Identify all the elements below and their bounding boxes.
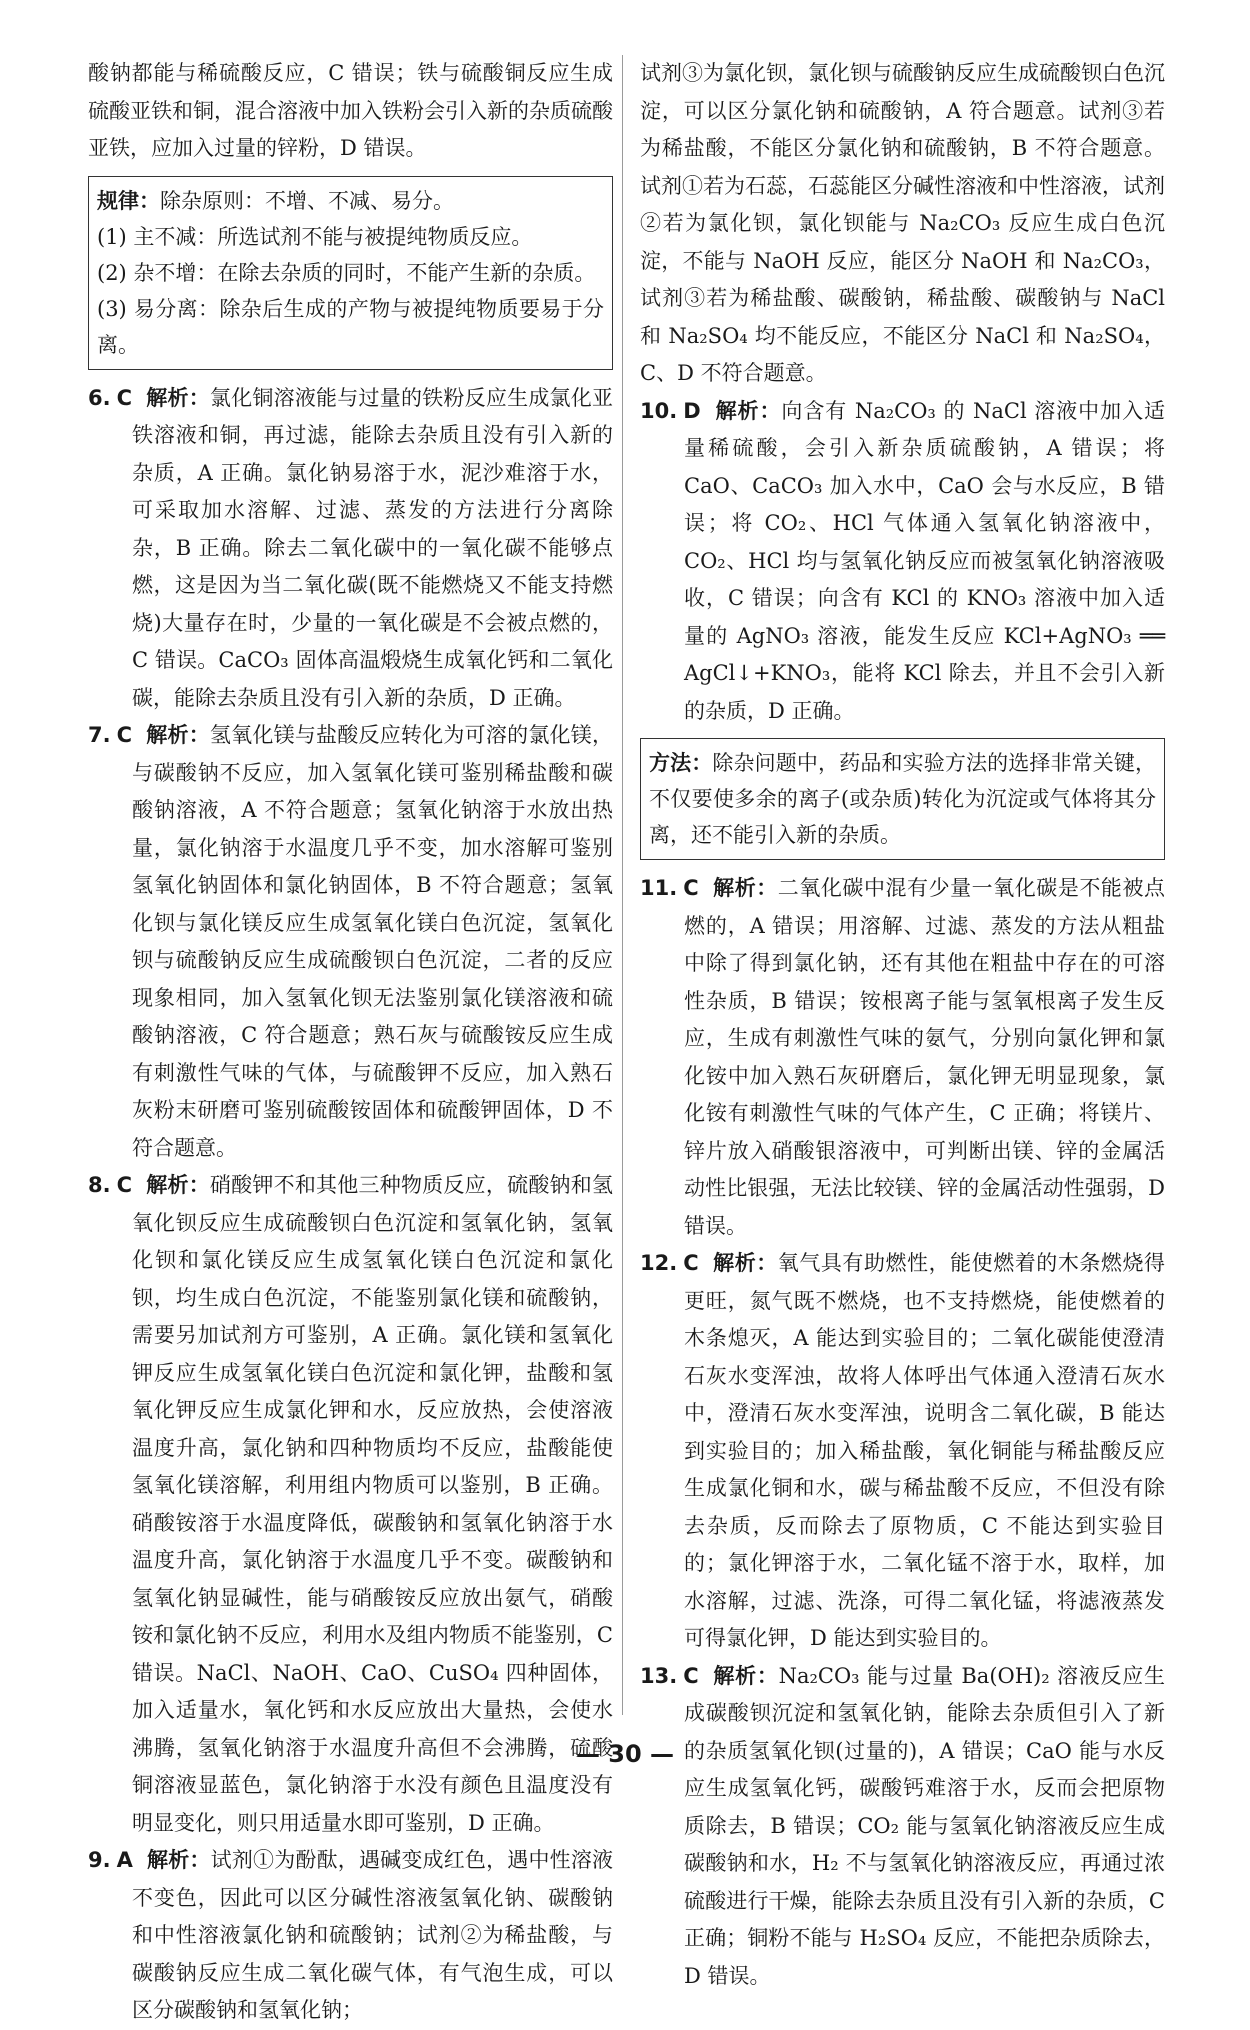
answer-letter: D	[683, 398, 701, 423]
method-title: 方法：	[649, 751, 713, 775]
rule-line-2: (1) 主不减：所选试剂不能与被提纯物质反应。	[97, 224, 533, 249]
method-text: 方法：除杂问题中，药品和实验方法的选择非常关键，不仅要使多余的离子(或杂质)转化为沉淀或气体将其分离，还不能引入新的杂质。	[649, 751, 1157, 847]
explanation-text: 氢氧化镁与盐酸反应转化为可溶的氯化镁，与碳酸钠不反应，加入氢氧化镁可鉴别稀盐酸和碳酸钠溶液，A 不符合题意；氢氧化钠溶于水放出热量，氯化钠溶于水温度几乎不变，加水溶解可鉴别氢氧化钠固体和氯化钠固体，B 不符合题意；氢氧化钡与氯化镁反应生成氢氧化镁白色沉淀，氢氧化钡与硫酸钠反应生成硫酸钡白色沉淀，二者的反应现象相同，加入氢氧化钡无法鉴别氯化镁溶液和硫酸钠溶液，C 符合题意；熟石灰与硫酸铵反应生成有刺激性气味的气体，与硫酸钾不反应，加入熟石灰粉末研磨可鉴别硫酸铵固体和硫酸钾固体，D 不符合题意。	[132, 723, 613, 1160]
explanation-text: 试剂①为酚酞，遇碱变成红色，遇中性溶液不变色，因此可以区分碱性溶液氢氧化钠、碳酸钠和中性溶液氯化钠和硫酸钠；试剂②为稀盐酸，与碳酸钠反应生成二氧化碳气体，有气泡生成，可以区分碳酸钠和氢氧化钠；	[132, 1848, 614, 2022]
column-divider	[622, 55, 623, 1715]
answer-letter: C	[683, 1251, 699, 1275]
answer-letter: C	[116, 723, 133, 747]
answer-letter: C	[683, 1663, 699, 1688]
explanation-text: 氯化铜溶液能与过量的铁粉反应生成氯化亚铁溶液和铜，再过滤，能除去杂质且没有引入新的杂质，A 正确。氯化钠易溶于水，泥沙难溶于水，可采取加水溶解、过滤、蒸发的方法进行分离除杂，B 正确。除去二氧化碳中的一氧化碳不能够点燃，这是因为当二氧化碳(既不能燃烧又不能支持燃烧)大量存在时，少量的一氧化碳是不会被点燃的，C 错误。CaCO₃ 固体高温煅烧生成氧化钙和二氧化碳，能除去杂质且没有引入新的杂质，D 正确。	[132, 385, 613, 710]
left-column	[88, 55, 613, 2030]
rule-line-3: (2) 杂不增：在除去杂质的同时，不能产生新的杂质。	[97, 260, 596, 285]
rule-title: 规律：	[97, 188, 160, 213]
question-13: 13. C 解析：Na₂CO₃ 能与过量 Ba(OH)₂ 溶液反应生成碳酸钡沉淀和氢氧化钠，能除去杂质但引入了新的杂质氢氧化钡(过量的)，A 错误；CaO 能与水反应生成氢氧化钙，碳酸钙难溶于水，反而会把原物质除去，B 错误；CO₂ 能与氢氧化钠溶液反应生成碳酸钠和水，H₂ 不与氢氧化钠溶液反应，再通过浓硫酸进行干燥，能除去杂质且没有引入新的杂质，C 正确；铜粉不能与 H₂SO₄ 反应，不能把杂质除去，D 错误。	[640, 1663, 1166, 1988]
question-12: 12. C 解析：氧气具有助燃性，能使燃着的木条燃烧得更旺，氮气既不燃烧，也不支持燃烧，能使燃着的木条熄灭，A 能达到实验目的；二氧化碳能使澄清石灰水变浑浊，故将人体呼出气体通入澄清石灰水中，澄清石灰水变浑浊，说明含二氧化碳，B 能达到实验目的；加入稀盐酸，氧化铜能与稀盐酸反应生成氯化铜和水，碳与稀盐酸不反应，不但没有除去杂质，反而除去了原物质，C 不能达到实验目的；氯化钾溶于水，二氧化锰不溶于水，取样，加水溶解，过滤、洗涤，可得二氧化锰，将滤液蒸发可得氯化钾，D 能达到实验目的。	[640, 1251, 1166, 1650]
answer-letter: C	[116, 1173, 133, 1197]
answer-letter: A	[116, 1848, 133, 1872]
explanation-text: 硝酸钾不和其他三种物质反应，硫酸钠和氢氧化钡反应生成硫酸钡白色沉淀和氢氧化钠，氢氧化钡和氯化镁反应生成氢氧化镁白色沉淀和氯化钡，均生成白色沉淀，不能鉴别氯化镁和硫酸钠，需要另加试剂方可鉴别，A 正确。氯化镁和氢氧化钾反应生成氢氧化镁白色沉淀和氯化钾，盐酸和氢氧化钾反应生成氯化钾和水，反应放热，会使溶液温度升高，氯化钠和四种物质均不反应，盐酸能使氢氧化镁溶解，利用组内物质可以鉴别，B 正确。硝酸铵溶于水温度降低，碳酸钠和氢氧化钠溶于水温度升高，氯化钠溶于水温度几乎不变。碳酸钠和氢氧化钠显碱性，能与硝酸铵反应放出氨气，硝酸铵和氯化钠不反应，利用水及组内物质不能鉴别，C 错误。NaCl、NaOH、CaO、CuSO₄ 四种固体，加入适量水，氧化钙和水反应放出大量热，会使水沸腾，氢氧化钠溶于水温度升高但不会沸腾，硫酸铜溶液显蓝色，氯化钠溶于水没有颜色且温度没有明显变化，则只用适量水即可鉴别，D 正确。	[132, 1173, 613, 1835]
rule-line-4: (3) 易分离：除杂后生成的产物与被提纯物质要易于分离。	[97, 296, 604, 357]
question-10: 10. D 解析：向含有 Na₂CO₃ 的 NaCl 溶液中加入适量稀硫酸，会引入新杂质硫酸钠，A 错误；将 CaO、CaCO₃ 加入水中，CaO 会与水反应，B 错误；将 CO₂、HCl 气体通入氢氧化钠溶液中，CO₂、HCl 均与氢氧化钠反应而被氢氧化钠溶液吸收，C 错误；向含有 KCl 的 KNO₃ 溶液中加入适量的 AgNO₃ 溶液，能发生反应 KCl+AgNO₃ ══ AgCl↓+KNO₃，能将 KCl 除去，并且不会引入新的杂质，D 正确。	[640, 398, 1166, 723]
question-9: 9. A 解析：试剂①为酚酞，遇碱变成红色，遇中性溶液不变色，因此可以区分碱性溶液氢氧化钠、碳酸钠和中性溶液氯化钠和硫酸钠；试剂②为稀盐酸，与碳酸钠反应生成二氧化碳气体，有气泡生成，可以区分碳酸钠和氢氧化钠；	[88, 1848, 614, 2022]
rule-line-1	[97, 183, 604, 219]
question-11: 11. C 解析：二氧化碳中混有少量一氧化碳是不能被点燃的，A 错误；用溶解、过滤、蒸发的方法从粗盐中除了得到氯化钠，还有其他在粗盐中存在的可溶性杂质，B 错误；铵根离子能与氢氧根离子发生反应，生成有刺激性气味的氨气，分别向氯化钾和氯化铵中加入熟石灰研磨后，氯化钾无明显现象，氯化铵有刺激性气味的气体产生，C 正确；将镁片、锌片放入硝酸银溶液中，可判断出镁、锌的金属活动性比银强，无法比较镁、锌的金属活动性强弱，D 错误。	[640, 876, 1166, 1238]
right-column	[640, 55, 1165, 1995]
explanation-text: 二氧化碳中混有少量一氧化碳是不能被点燃的，A 错误；用溶解、过滤、蒸发的方法从粗盐中除了得到氯化钠，还有其他在粗盐中存在的可溶性杂质，B 错误；铵根离子能与氢氧根离子发生反应，生成有刺激性气味的氨气，分别向氯化钾和氯化铵中加入熟石灰研磨后，氯化钾无明显现象，氯化铵有刺激性气味的气体产生，C 正确；将镁片、锌片放入硝酸银溶液中，可判断出镁、锌的金属活动性比银强，无法比较镁、锌的金属活动性强弱，D 错误。	[684, 876, 1166, 1238]
rule-box	[88, 176, 613, 370]
answer-letter: C	[683, 876, 699, 900]
rule-text: 除杂原则：不增、不减、易分。	[160, 188, 454, 213]
question-7: 7. C 解析：氢氧化镁与盐酸反应转化为可溶的氯化镁，与碳酸钠不反应，加入氢氧化镁可鉴别稀盐酸和碳酸钠溶液，A 不符合题意；氢氧化钠溶于水放出热量，氯化钠溶于水温度几乎不变，加水溶解可鉴别氢氧化钠固体和氯化钠固体，B 不符合题意；氢氧化钡与氯化镁反应生成氢氧化镁白色沉淀，氢氧化钡与硫酸钠反应生成硫酸钡白色沉淀，二者的反应现象相同，加入氢氧化钡无法鉴别氯化镁溶液和硫酸钠溶液，C 符合题意；熟石灰与硫酸铵反应生成有刺激性气味的气体，与硫酸钾不反应，加入熟石灰粉末研磨可鉴别硫酸铵固体和硫酸钾固体，D 不符合题意。	[88, 723, 613, 1160]
explanation-text: 氧气具有助燃性，能使燃着的木条燃烧得更旺，氮气既不燃烧，也不支持燃烧，能使燃着的木条熄灭，A 能达到实验目的；二氧化碳能使澄清石灰水变浑浊，故将人体呼出气体通入澄清石灰水中，澄清石灰水变浑浊，说明含二氧化碳，B 能达到实验目的；加入稀盐酸，氧化铜能与稀盐酸反应生成氯化铜和水，碳与稀盐酸不反应，不但没有除去杂质，反而除去了原物质，C 不能达到实验目的；氯化钾溶于水，二氧化锰不溶于水，取样，加水溶解，过滤、洗涤，可得二氧化锰，将滤液蒸发可得氯化钾，D 能达到实验目的。	[684, 1251, 1166, 1650]
explanation-text: 向含有 Na₂CO₃ 的 NaCl 溶液中加入适量稀硫酸，会引入新杂质硫酸钠，A 错误；将 CaO、CaCO₃ 加入水中，CaO 会与水反应，B 错误；将 CO₂、HCl 气体通入氢氧化钠溶液中，CO₂、HCl 均与氢氧化钠反应而被氢氧化钠溶液吸收，C 错误；向含有 KCl 的 KNO₃ 溶液中加入适量的 AgNO₃ 溶液，能发生反应 KCl+AgNO₃ ══ AgCl↓+KNO₃，能将 KCl 除去，并且不会引入新的杂质，D 正确。	[684, 398, 1166, 723]
question-9-continued: 试剂③为氯化钡，氯化钡与硫酸钠反应生成硫酸钡白色沉淀，可以区分氯化钠和硫酸钠，A 符合题意。试剂③若为稀盐酸，不能区分氯化钠和硫酸钠，B 不符合题意。试剂①若为石蕊，石蕊能区分碱性溶液和中性溶液，试剂②若为氯化钡，氯化钡能与 Na₂CO₃ 反应生成白色沉淀，不能与 NaOH 反应，能区分 NaOH 和 Na₂CO₃，试剂③若为稀盐酸、碳酸钠，稀盐酸、碳酸钠与 NaCl 和 Na₂SO₄ 均不能反应，不能区分 NaCl 和 Na₂SO₄，C、D 不符合题意。	[640, 61, 1165, 385]
explanation-text: Na₂CO₃ 能与过量 Ba(OH)₂ 溶液反应生成碳酸钡沉淀和氢氧化钠，能除去杂质但引入了新的杂质氢氧化钡(过量的)，A 错误；CaO 能与水反应生成氢氧化钙，碳酸钙难溶于水，反而会把原物质除去，B 错误；CO₂ 能与氢氧化钠溶液反应生成碳酸钠和水，H₂ 不与氢氧化钠溶液反应，再通过浓硫酸进行干燥，能除去杂质且没有引入新的杂质，C 正确；铜粉不能与 H₂SO₄ 反应，不能把杂质除去，D 错误。	[684, 1663, 1166, 1988]
question-6: 6. C 解析：氯化铜溶液能与过量的铁粉反应生成氯化亚铁溶液和铜，再过滤，能除去杂质且没有引入新的杂质，A 正确。氯化钠易溶于水，泥沙难溶于水，可采取加水溶解、过滤、蒸发的方法进行分离除杂，B 正确。除去二氧化碳中的一氧化碳不能够点燃，这是因为当二氧化碳(既不能燃烧又不能支持燃烧)大量存在时，少量的一氧化碳是不会被点燃的，C 错误。CaCO₃ 固体高温煅烧生成氧化钙和二氧化碳，能除去杂质且没有引入新的杂质，D 正确。	[88, 385, 613, 710]
page-number: — 30 —	[575, 1740, 675, 1768]
method-box	[640, 738, 1165, 860]
answer-letter: C	[116, 385, 133, 410]
question-8: 8. C 解析：硝酸钾不和其他三种物质反应，硫酸钠和氢氧化钡反应生成硫酸钡白色沉淀和氢氧化钠，氢氧化钡和氯化镁反应生成氢氧化镁白色沉淀和氯化钡，均生成白色沉淀，不能鉴别氯化镁和硫酸钠，需要另加试剂方可鉴别，A 正确。氯化镁和氢氧化钾反应生成氢氧化镁白色沉淀和氯化钾，盐酸和氢氧化钾反应生成氯化钾和水，反应放热，会使溶液温度升高，氯化钠和四种物质均不反应，盐酸能使氢氧化镁溶解，利用组内物质可以鉴别，B 正确。硝酸铵溶于水温度降低，碳酸钠和氢氧化钠溶于水温度升高，氯化钠溶于水温度几乎不变。碳酸钠和氢氧化钠显碱性，能与硝酸铵反应放出氨气，硝酸铵和氯化钠不反应，利用水及组内物质不能鉴别，C 错误。NaCl、NaOH、CaO、CuSO₄ 四种固体，加入适量水，氧化钙和水反应放出大量热，会使水沸腾，氢氧化钠溶于水温度升高但不会沸腾，硫酸铜溶液显蓝色，氯化钠溶于水没有颜色且温度没有明显变化，则只用适量水即可鉴别，D 正确。	[88, 1173, 613, 1835]
intro-paragraph: 酸钠都能与稀硫酸反应，C 错误；铁与硫酸铜反应生成硫酸亚铁和铜，混合溶液中加入铁粉会引入新的杂质硫酸亚铁，应加入过量的锌粉，D 错误。	[88, 61, 613, 160]
